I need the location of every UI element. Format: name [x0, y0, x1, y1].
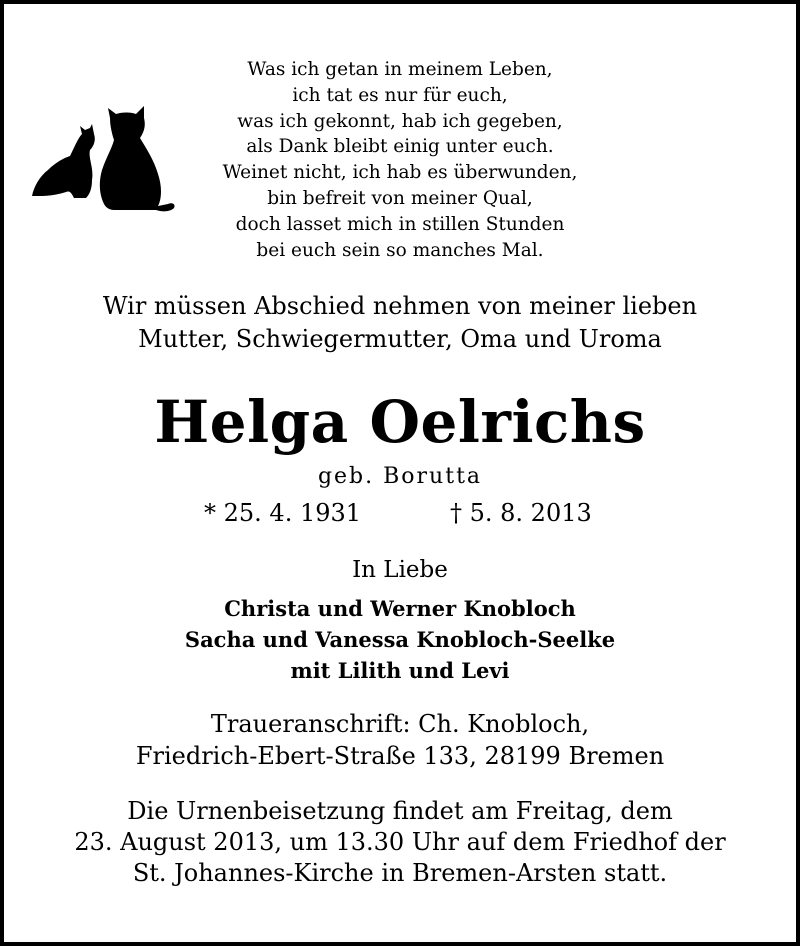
family-line: Christa und Werner Knobloch: [224, 596, 576, 621]
funeral-info: [0, 796, 800, 889]
closing-phrase: In Liebe: [352, 557, 448, 583]
poem-line: doch lasset mich in stillen Stunden: [235, 213, 565, 235]
funeral-line: Die Urnenbeisetzung findet am Freitag, dem: [127, 797, 673, 825]
funeral-line: 23. August 2013, um 13.30 Uhr auf dem Friedhof der: [74, 828, 726, 856]
funeral-line: St. Johannes-Kirche in Bremen-Arsten statt.: [132, 859, 668, 887]
poem-line: bei euch sein so manches Mal.: [256, 239, 544, 261]
intro-line: Mutter, Schwiegermutter, Oma und Uroma: [138, 325, 662, 353]
family-line: mit Lilith und Levi: [290, 658, 510, 683]
mourning-address: [0, 708, 800, 772]
poem-line: als Dank bleibt einig unter euch.: [246, 136, 554, 158]
poem-line: Was ich getan in meinem Leben,: [247, 59, 553, 80]
intro-line: Wir müssen Abschied nehmen von meiner lieben: [102, 292, 698, 320]
two-cats-silhouette-icon: [30, 104, 176, 214]
poem-line: ich tat es nur für euch,: [292, 84, 508, 106]
poem-line: bin befreit von meiner Qual,: [267, 187, 533, 209]
deceased-name: Helga Oelrichs: [154, 388, 646, 456]
birth-date: * 25. 4. 1931: [204, 499, 362, 527]
family-names: [0, 593, 800, 686]
poem-line: Weinet nicht, ich hab es überwunden,: [222, 162, 578, 184]
address-line: Friedrich-Ebert-Straße 133, 28199 Bremen: [135, 742, 665, 770]
maiden-name: geb. Borutta: [317, 464, 483, 489]
farewell-intro: [0, 290, 800, 356]
poem-line: was ich gekonnt, hab ich gegeben,: [237, 110, 563, 132]
death-date: † 5. 8. 2013: [450, 499, 592, 527]
family-line: Sacha und Vanessa Knobloch-Seelke: [184, 627, 616, 652]
address-line: Traueranschrift: Ch. Knobloch,: [210, 710, 590, 738]
poem: [160, 57, 640, 263]
